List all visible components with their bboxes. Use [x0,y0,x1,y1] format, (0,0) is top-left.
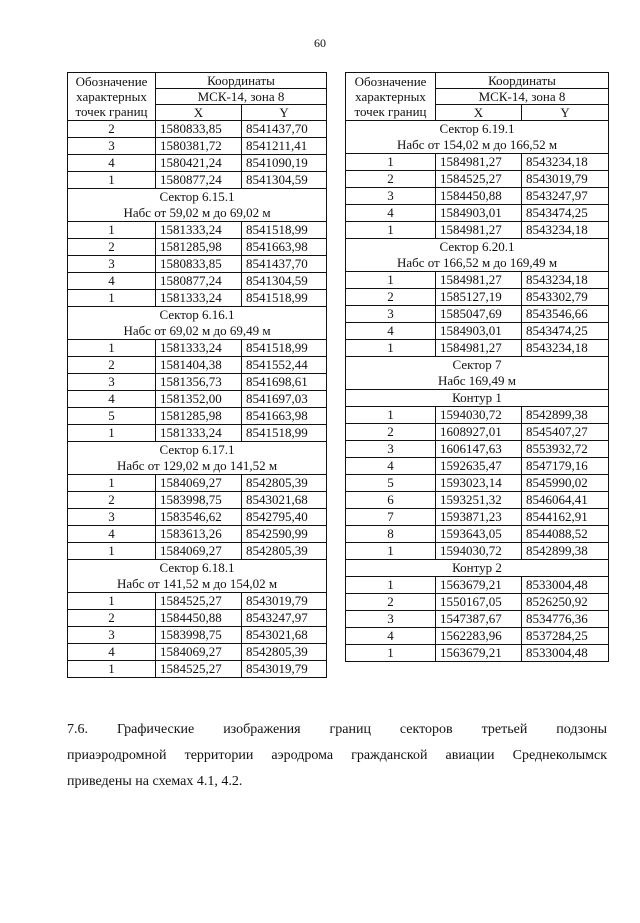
table-row [346,645,609,662]
coord-x: 1584069,27 [156,475,242,492]
table-row [346,188,609,205]
table-row [68,408,327,425]
coord-x: 1606147,63 [436,441,522,458]
coord-x: 1563679,21 [436,577,522,594]
header-label-line: точек границ [75,104,148,119]
coord-y: 8545407,27 [522,424,609,441]
point-number: 2 [68,610,156,627]
section-row [346,357,609,374]
header-coords-system: МСК-14, зона 8 [156,89,327,105]
point-number: 1 [346,222,436,239]
point-number: 4 [68,155,156,172]
coord-x: 1580421,24 [156,155,242,172]
paragraph-line: приаэродромной территории аэродрома гражданской авиации Среднеколымск [67,748,607,763]
coord-y: 8541663,98 [242,408,327,425]
table-row [68,374,327,391]
point-number: 2 [346,424,436,441]
table-row [346,407,609,424]
coord-x: 1584069,27 [156,644,242,661]
point-number: 1 [346,272,436,289]
point-number: 3 [68,509,156,526]
header-row [346,73,609,89]
point-number: 4 [346,205,436,222]
coord-y: 8533004,48 [522,577,609,594]
coord-x: 1585047,69 [436,306,522,323]
table-row [68,610,327,627]
coord-x: 1584525,27 [156,661,242,678]
coord-x: 1592635,47 [436,458,522,475]
table-row [346,611,609,628]
coord-x: 1594030,72 [436,543,522,560]
coord-y: 8541211,41 [242,138,327,155]
section-title: Сектор 6.20.1 [346,239,609,256]
coord-y: 8541518,99 [242,340,327,357]
table-row [346,289,609,306]
section-row [346,239,609,256]
section-title: Сектор 6.17.1 [68,442,327,459]
section-title: Сектор 6.16.1 [68,307,327,324]
table-row [346,509,609,526]
coord-y: 8542805,39 [242,475,327,492]
coord-x: 1563679,21 [436,645,522,662]
coord-y: 8542590,99 [242,526,327,543]
coord-y: 8541518,99 [242,222,327,239]
table-row [346,171,609,188]
coord-x: 1593251,32 [436,492,522,509]
section-height: Набс от 154,02 м до 166,52 м [346,137,609,154]
coord-y: 8553932,72 [522,441,609,458]
table-row [68,357,327,374]
point-number: 2 [68,121,156,138]
coord-x: 1584525,27 [436,171,522,188]
coord-x: 1580877,24 [156,172,242,189]
section-row [68,189,327,206]
coord-y: 8543474,25 [522,323,609,340]
coord-y: 8541663,98 [242,239,327,256]
section-row [346,255,609,272]
coordinates-table-right [345,72,609,662]
coord-y: 8533004,48 [522,645,609,662]
coord-y: 8541090,19 [242,155,327,172]
coord-x: 1583613,26 [156,526,242,543]
point-number: 3 [346,611,436,628]
point-number: 2 [68,357,156,374]
section-row [68,560,327,577]
section-title: Сектор 6.18.1 [68,560,327,577]
coord-x: 1547387,67 [436,611,522,628]
table-row [346,154,609,171]
table-body-right [346,73,609,662]
point-number: 7 [346,509,436,526]
coordinates-table-left [67,72,327,678]
point-number: 3 [68,138,156,155]
coord-x: 1584450,88 [436,188,522,205]
point-number: 2 [68,492,156,509]
coord-y: 8541518,99 [242,290,327,307]
point-number: 1 [68,340,156,357]
table-row [68,509,327,526]
point-number: 1 [68,222,156,239]
coord-x: 1581333,24 [156,222,242,239]
table-row [68,239,327,256]
point-number: 1 [346,645,436,662]
point-number: 1 [346,407,436,424]
table-row [346,441,609,458]
point-number: 1 [68,475,156,492]
coord-x: 1581333,24 [156,425,242,442]
page-number: 60 [314,36,326,50]
coord-y: 8541698,61 [242,374,327,391]
table-row [346,594,609,611]
point-number: 4 [346,323,436,340]
coord-y: 8541437,70 [242,121,327,138]
coord-y: 8541518,99 [242,425,327,442]
coord-x: 1581333,24 [156,340,242,357]
coord-y: 8543234,18 [522,340,609,357]
point-number: 4 [68,644,156,661]
point-number: 4 [68,391,156,408]
point-number: 4 [346,628,436,645]
table-row [68,391,327,408]
table-row [346,475,609,492]
table-row [346,628,609,645]
header-x: X [436,105,522,121]
header-label-cell [346,73,436,121]
point-number: 5 [68,408,156,425]
coord-x: 1581356,73 [156,374,242,391]
coord-y: 8543234,18 [522,272,609,289]
coord-x: 1580833,85 [156,256,242,273]
coord-x: 1584981,27 [436,154,522,171]
table-row [346,272,609,289]
coord-x: 1593643,05 [436,526,522,543]
point-number: 1 [68,172,156,189]
header-label-line: характерных [355,89,426,104]
point-number: 1 [68,290,156,307]
coord-y: 8541304,59 [242,273,327,290]
table-row [68,121,327,138]
section-row [346,373,609,390]
coord-x: 1580833,85 [156,121,242,138]
point-number: 4 [68,273,156,290]
coord-y: 8543021,68 [242,627,327,644]
point-number: 1 [68,661,156,678]
coord-x: 1581285,98 [156,408,242,425]
table-row [346,492,609,509]
table-row [68,340,327,357]
point-number: 6 [346,492,436,509]
table-row [346,222,609,239]
coord-x: 1608927,01 [436,424,522,441]
contour-row [346,560,609,577]
point-number: 1 [346,340,436,357]
coord-y: 8545990,02 [522,475,609,492]
table-row [68,593,327,610]
table-row [346,526,609,543]
coord-y: 8542795,40 [242,509,327,526]
coord-y: 8543021,68 [242,492,327,509]
coord-x: 1584525,27 [156,593,242,610]
paragraph-line: приведены на схемах 4.1, 4.2. [67,774,243,789]
point-number: 1 [346,154,436,171]
paragraph-line: 7.6. Графические изображения границ секторов третьей подзоны [67,722,607,737]
coord-x: 1594030,72 [436,407,522,424]
table-row [346,424,609,441]
point-number: 3 [68,627,156,644]
section-height: Набс от 141,52 м до 154,02 м [68,576,327,593]
coord-y: 8542899,38 [522,407,609,424]
coord-y: 8543234,18 [522,222,609,239]
point-number: 3 [346,188,436,205]
coord-y: 8541697,03 [242,391,327,408]
coord-x: 1580877,24 [156,273,242,290]
section-height: Набс 169,49 м [346,373,609,390]
coord-y: 8543019,79 [522,171,609,188]
header-label-line: Обозначение [75,74,148,89]
table-row [68,526,327,543]
header-y: Y [242,105,327,121]
table-row [346,458,609,475]
point-number: 2 [68,239,156,256]
header-coords-system: МСК-14, зона 8 [436,89,609,105]
coord-y: 8543247,97 [242,610,327,627]
coord-y: 8541437,70 [242,256,327,273]
table-row [68,290,327,307]
section-title: Сектор 7 [346,357,609,374]
coord-y: 8543019,79 [242,661,327,678]
section-row [68,323,327,340]
table-row [346,323,609,340]
table-row [68,155,327,172]
section-row [346,121,609,138]
coord-x: 1581352,00 [156,391,242,408]
table-row [68,475,327,492]
point-number: 3 [68,374,156,391]
point-number: 1 [68,593,156,610]
table-row [68,256,327,273]
contour-row [346,390,609,407]
table-row [68,661,327,678]
table-row [68,425,327,442]
coord-y: 8537284,25 [522,628,609,645]
section-row [68,205,327,222]
header-label-cell [68,73,156,121]
point-number: 3 [68,256,156,273]
coord-y: 8542805,39 [242,644,327,661]
section-height: Набс от 129,02 м до 141,52 м [68,458,327,475]
table-row [346,306,609,323]
point-number: 1 [346,577,436,594]
section-title: Сектор 6.15.1 [68,189,327,206]
coord-y: 8544162,91 [522,509,609,526]
point-number: 2 [346,289,436,306]
coord-x: 1580381,72 [156,138,242,155]
coord-x: 1562283,96 [436,628,522,645]
table-row [346,577,609,594]
section-height: Набс от 69,02 м до 69,49 м [68,323,327,340]
point-number: 4 [346,458,436,475]
contour-title: Контур 2 [346,560,609,577]
point-number: 3 [346,441,436,458]
coord-y: 8543474,25 [522,205,609,222]
section-row [68,576,327,593]
coord-y: 8543247,97 [522,188,609,205]
point-number: 1 [68,425,156,442]
coord-x: 1581404,38 [156,357,242,374]
table-row [68,644,327,661]
coord-x: 1550167,05 [436,594,522,611]
table-row [68,172,327,189]
coord-x: 1584981,27 [436,340,522,357]
table-row [68,138,327,155]
paragraph-7-6 [67,717,607,795]
coord-y: 8526250,92 [522,594,609,611]
coord-x: 1583546,62 [156,509,242,526]
coord-x: 1583998,75 [156,627,242,644]
header-label-line: характерных [76,89,147,104]
coord-x: 1584450,88 [156,610,242,627]
coord-y: 8541552,44 [242,357,327,374]
section-row [68,307,327,324]
section-height: Набс от 59,02 м до 69,02 м [68,205,327,222]
coord-x: 1593871,23 [436,509,522,526]
section-title: Сектор 6.19.1 [346,121,609,138]
coord-y: 8542805,39 [242,543,327,560]
header-label-line: Обозначение [354,74,427,89]
coord-y: 8544088,52 [522,526,609,543]
point-number: 2 [346,171,436,188]
coord-x: 1581333,24 [156,290,242,307]
table-row [68,543,327,560]
table-row [68,222,327,239]
coord-y: 8542899,38 [522,543,609,560]
header-x: X [156,105,242,121]
coord-y: 8546064,41 [522,492,609,509]
point-number: 1 [68,543,156,560]
coord-x: 1584981,27 [436,222,522,239]
table-row [68,273,327,290]
table-body-left [68,73,327,678]
coord-x: 1584903,01 [436,323,522,340]
point-number: 5 [346,475,436,492]
table-row [68,627,327,644]
coord-x: 1584981,27 [436,272,522,289]
coord-y: 8543302,79 [522,289,609,306]
coord-y: 8547179,16 [522,458,609,475]
table-row [346,340,609,357]
point-number: 1 [346,543,436,560]
point-number: 8 [346,526,436,543]
coord-x: 1584069,27 [156,543,242,560]
coord-x: 1581285,98 [156,239,242,256]
table-row [68,492,327,509]
coord-x: 1584903,01 [436,205,522,222]
contour-title: Контур 1 [346,390,609,407]
point-number: 2 [346,594,436,611]
table-row [346,205,609,222]
coord-y: 8543546,66 [522,306,609,323]
section-row [346,137,609,154]
coord-y: 8541304,59 [242,172,327,189]
table-row [346,543,609,560]
coord-x: 1593023,14 [436,475,522,492]
point-number: 4 [68,526,156,543]
section-row [68,458,327,475]
section-row [68,442,327,459]
header-label-line: точек границ [354,104,427,119]
header-row [68,73,327,89]
coord-y: 8534776,36 [522,611,609,628]
coord-y: 8543019,79 [242,593,327,610]
coord-y: 8543234,18 [522,154,609,171]
header-coords-title: Координаты [156,73,327,89]
header-coords-title: Координаты [436,73,609,89]
point-number: 3 [346,306,436,323]
coord-x: 1583998,75 [156,492,242,509]
header-y: Y [522,105,609,121]
section-height: Набс от 166,52 м до 169,49 м [346,255,609,272]
coord-x: 1585127,19 [436,289,522,306]
